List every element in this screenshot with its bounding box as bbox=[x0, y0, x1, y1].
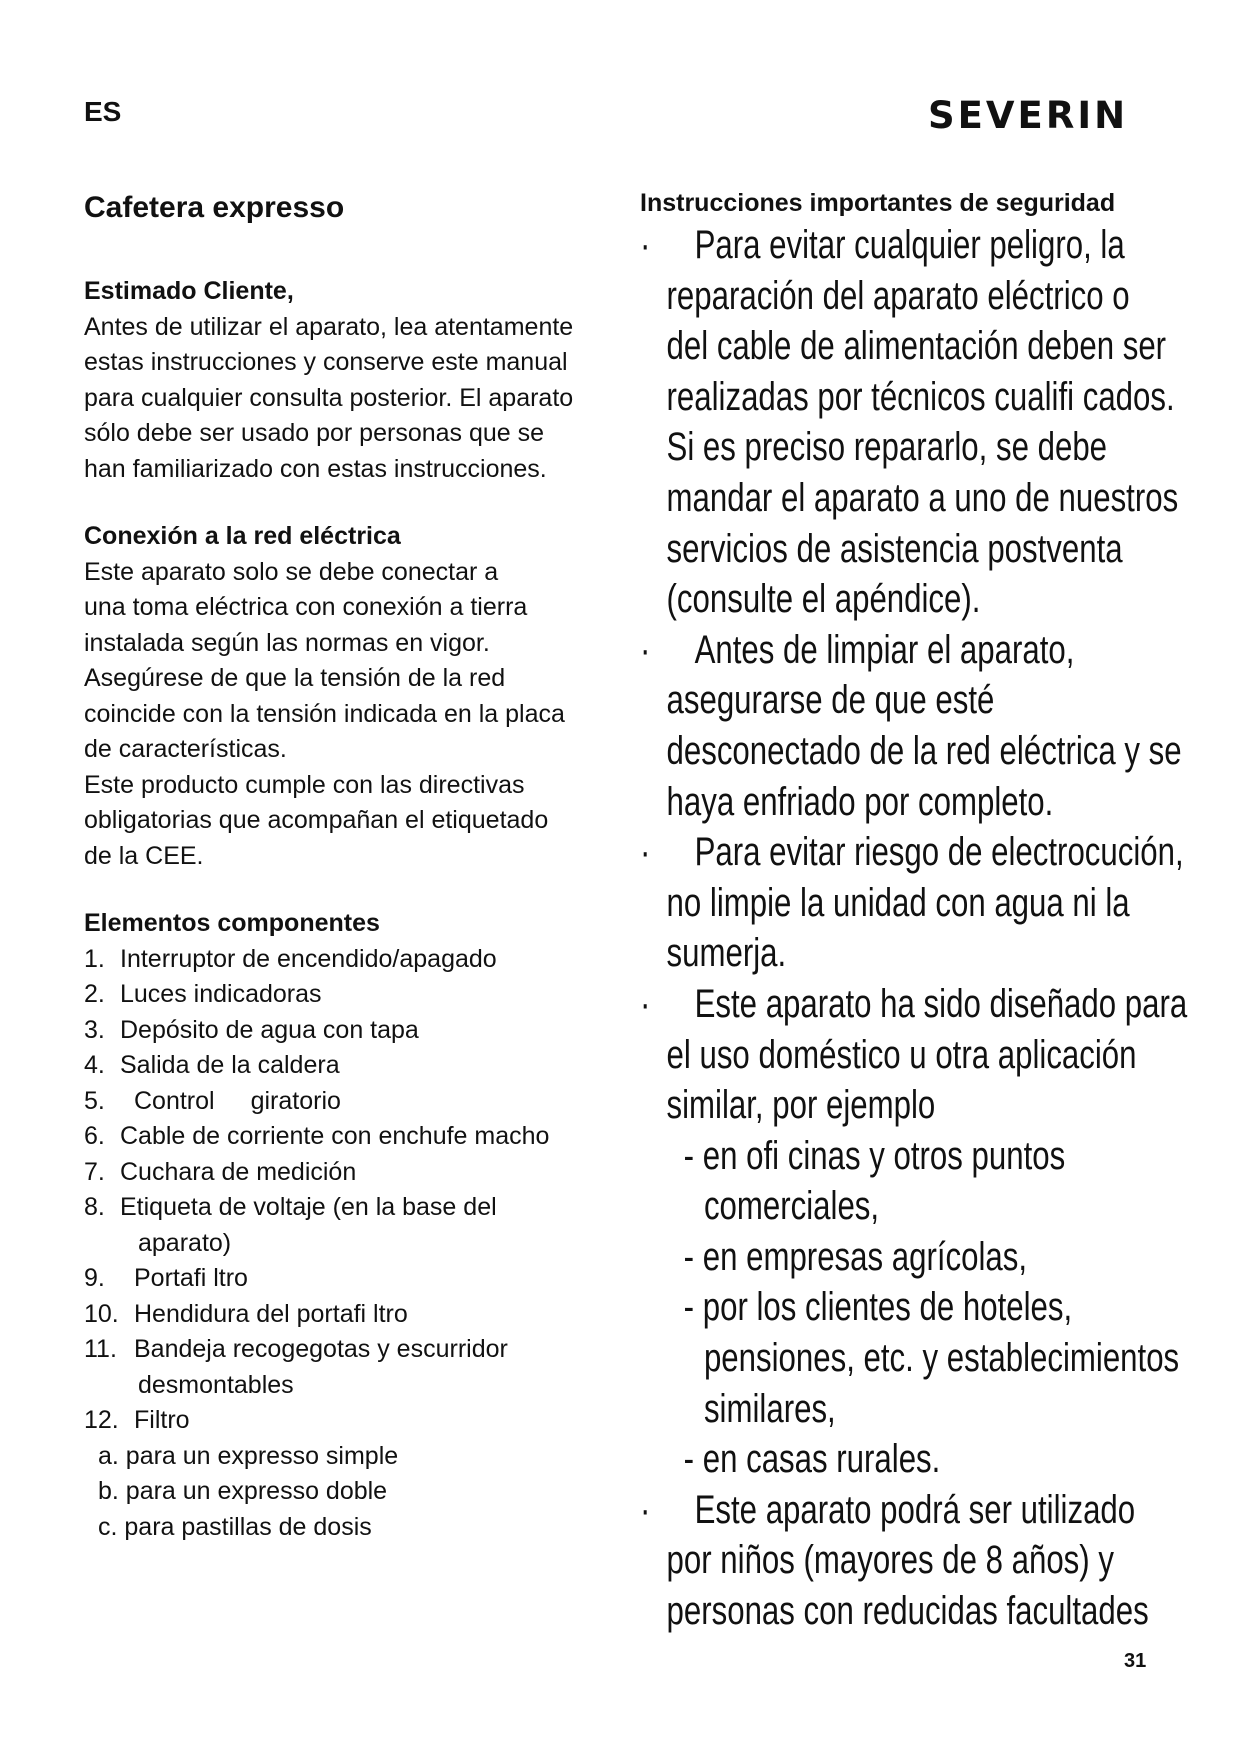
list-item: 2. Luces indicadoras bbox=[84, 980, 322, 1008]
greeting-section bbox=[84, 274, 604, 487]
connection-line: Asegúrese de que la tensión de la red bbox=[84, 664, 506, 692]
bullet-icon: · bbox=[640, 981, 651, 1026]
bullet-line: · Para evitar cualquier peligro, la bbox=[640, 220, 1200, 271]
text-line: sumerja. bbox=[666, 931, 787, 976]
text-line: pensiones, etc. y establecimientos bbox=[703, 1336, 1180, 1381]
dash-line: - en ofi cinas y otros puntos bbox=[683, 1133, 1066, 1178]
bullet-line: · Antes de limpiar el aparato, bbox=[640, 625, 1200, 676]
connection-section bbox=[84, 519, 604, 874]
dash-line: - en empresas agrícolas, bbox=[683, 1234, 1028, 1279]
list-item: 6. Cable de corriente con enchufe macho bbox=[84, 1122, 550, 1150]
text-line: (consulte el apéndice). bbox=[666, 577, 981, 622]
text-line: similar, por ejemplo bbox=[666, 1083, 936, 1128]
page-title: Cafetera expresso bbox=[84, 191, 345, 224]
list-item: 9. Portafi ltro bbox=[84, 1264, 248, 1292]
list-item: 4. Salida de la caldera bbox=[84, 1051, 340, 1079]
list-item: 12. Filtro bbox=[84, 1406, 190, 1434]
greeting-line: sólo debe ser usado por personas que se bbox=[84, 419, 545, 447]
text-line: haya enfriado por completo. bbox=[666, 779, 1054, 824]
greeting-line: para cualquier consulta posterior. El aparato bbox=[84, 383, 574, 412]
greeting-heading: Estimado Cliente, bbox=[84, 277, 294, 305]
list-item: 5. Control giratorio bbox=[84, 1086, 341, 1115]
sub-list-item: c. para pastillas de dosis bbox=[98, 1512, 372, 1541]
connection-line: Este producto cumple con las directivas bbox=[84, 770, 525, 799]
safety-heading: Instrucciones importantes de seguridad bbox=[640, 189, 1116, 217]
list-item-continuation: aparato) bbox=[138, 1228, 232, 1257]
text-line: el uso doméstico u otra aplicación bbox=[666, 1032, 1137, 1077]
list-item: 7. Cuchara de medición bbox=[84, 1157, 357, 1186]
bullet-icon: · bbox=[640, 627, 651, 672]
bullet-line: · Este aparato podrá ser utilizado bbox=[640, 1485, 1200, 1536]
greeting-line: estas instrucciones y conserve este manual bbox=[84, 348, 568, 376]
list-item: 8. Etiqueta de voltaje (en la base del bbox=[84, 1193, 497, 1221]
text-line: reparación del aparato eléctrico o bbox=[666, 273, 1130, 318]
components-heading: Elementos componentes bbox=[84, 909, 380, 937]
components-section bbox=[84, 906, 604, 1545]
bullet-icon: · bbox=[640, 223, 651, 267]
sub-list-item: b. para un expresso doble bbox=[98, 1477, 388, 1505]
text-line: servicios de asistencia postventa bbox=[666, 526, 1123, 571]
text-line: del cable de alimentación deben ser bbox=[666, 324, 1167, 369]
bullet-line: · Para evitar riesgo de electrocución, bbox=[640, 827, 1200, 878]
language-code: ES bbox=[84, 96, 122, 127]
bullet-icon: · bbox=[640, 830, 651, 875]
components-list bbox=[84, 942, 604, 1546]
list-item-continuation: desmontables bbox=[138, 1370, 294, 1399]
dash-line: - por los clientes de hoteles, bbox=[683, 1285, 1073, 1330]
bullet-icon: · bbox=[640, 1487, 651, 1532]
text-line: comerciales, bbox=[703, 1184, 880, 1229]
brand-logo: SEVERIN bbox=[928, 94, 1129, 137]
text-line: Si es preciso repararlo, se debe bbox=[666, 425, 1108, 470]
list-item: 1. Interruptor de encendido/apagado bbox=[84, 944, 497, 973]
text-line: no limpie la unidad con agua ni la bbox=[666, 880, 1130, 925]
text-line: por niños (mayores de 8 años) y bbox=[666, 1538, 1114, 1583]
list-item: 10. Hendidura del portafi ltro bbox=[84, 1299, 408, 1328]
sub-list-item: a. para un expresso simple bbox=[98, 1441, 399, 1470]
safety-instructions bbox=[640, 220, 1200, 1637]
right-column bbox=[640, 186, 1200, 1637]
dash-line: - en casas rurales. bbox=[683, 1437, 941, 1482]
connection-line: Este aparato solo se debe conectar a bbox=[84, 557, 499, 586]
greeting-line: han familiarizado con estas instrucciones. bbox=[84, 454, 547, 483]
text-line: realizadas por técnicos cualifi cados. bbox=[666, 374, 1175, 419]
connection-line: una toma eléctrica con conexión a tierra bbox=[84, 593, 528, 621]
text-line: desconectado de la red eléctrica y se bbox=[666, 728, 1182, 773]
connection-heading: Conexión a la red eléctrica bbox=[84, 522, 401, 550]
connection-line: instalada según las normas en vigor. bbox=[84, 628, 490, 657]
text-line: similares, bbox=[703, 1386, 836, 1431]
connection-line: coincide con la tensión indicada en la placa bbox=[84, 699, 565, 728]
connection-line: de la CEE. bbox=[84, 841, 204, 870]
text-line: asegurarse de que esté bbox=[666, 678, 995, 723]
connection-line: obligatorias que acompañan el etiquetado bbox=[84, 806, 549, 834]
greeting-line: Antes de utilizar el aparato, lea atentamente bbox=[84, 312, 574, 341]
text-line: personas con reducidas facultades bbox=[666, 1589, 1149, 1634]
connection-line: de características. bbox=[84, 735, 287, 763]
page-number: 31 bbox=[1124, 1650, 1147, 1672]
text-line: mandar el aparato a uno de nuestros bbox=[666, 475, 1179, 520]
bullet-line: · Este aparato ha sido diseñado para bbox=[640, 979, 1200, 1030]
left-column bbox=[84, 190, 604, 1545]
list-item: 3. Depósito de agua con tapa bbox=[84, 1015, 419, 1044]
list-item: 11. Bandeja recogegotas y escurridor bbox=[84, 1335, 508, 1363]
